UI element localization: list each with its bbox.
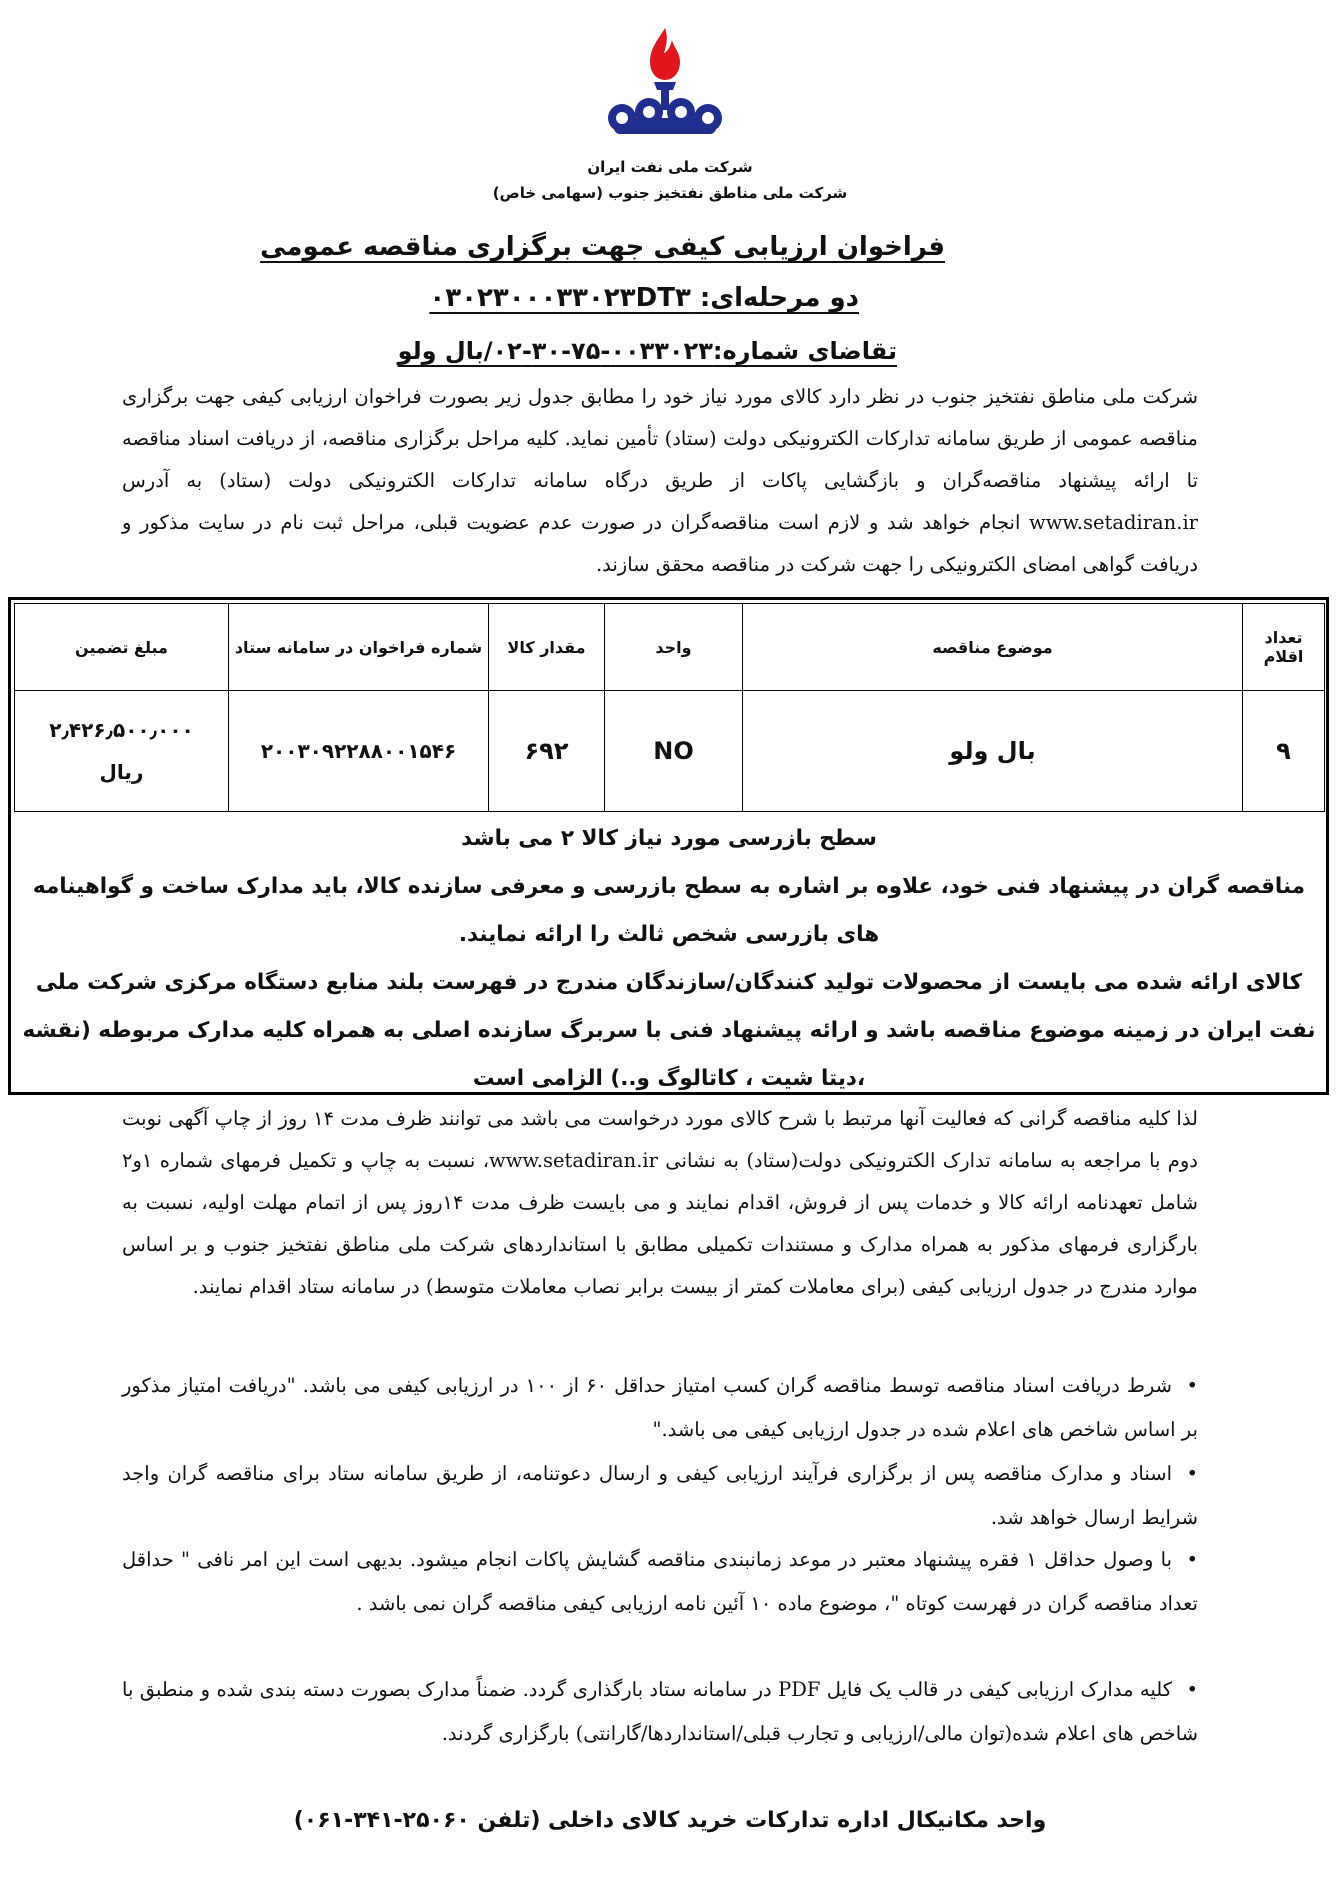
header-subject: موضوع مناقصه bbox=[743, 604, 1243, 691]
company-name: شرکت ملی نفت ایران bbox=[587, 158, 753, 176]
bullet-text: اسناد و مدارک مناقصه پس از برگزاری فرآیند ارزیابی کیفی و ارسال دعوتنامه، از طریق سامانه ستاد برای مناقصه گران واجد شرایط ارسال خواهد شد. bbox=[122, 1462, 1198, 1529]
guarantee-amount: ۲٫۴۲۶٫۵۰۰٫۰۰۰ bbox=[49, 718, 194, 742]
cell-setad-number: ۲۰۰۳۰۹۲۲۸۸۰۰۱۵۴۶ bbox=[229, 691, 489, 812]
table-header-row bbox=[15, 604, 1325, 691]
header-quantity: مقدار کالا bbox=[489, 604, 605, 691]
bullet-item bbox=[122, 1364, 1198, 1452]
bullet-icon: • bbox=[1186, 1678, 1198, 1701]
inspection-level-note: سطح بازرسی مورد نیاز کالا ۲ می باشد bbox=[461, 826, 877, 851]
bullet-text: شرط دریافت اسناد مناقصه توسط مناقصه گران کسب امتیاز حداقل ۶۰ از ۱۰۰ در ارزیابی کیفی می باشد. "دریافت امتیاز مذکور بر اساس شاخص های اعلام شده در جدول ارزیابی کیفی می باشد." bbox=[122, 1374, 1198, 1441]
bullet-text: کلیه مدارک ارزیابی کیفی در قالب یک فایل PDF در سامانه ستاد بارگذاری گردد. ضمناً مدارک بصورت دسته بندی شده و منطبق با شاخص های اعلام شده(توان مالی/ارزیابی و تجارب قبلی/استانداردها/گارانتی) بارگزاری گردند. bbox=[122, 1678, 1198, 1745]
bullet-item bbox=[122, 1452, 1198, 1540]
cell-unit: NO bbox=[605, 691, 743, 812]
footer-contact: واحد مکانیکال اداره تدارکات خرید کالای داخلی (تلفن ۲۵۰۶۰-۳۴۱-۰۶۱) bbox=[293, 1808, 1047, 1833]
technical-proposal-note: مناقصه گران در پیشنهاد فنی خود، علاوه بر اشاره به سطح بازرسی و معرفی سازنده کالا، باید مدارک ساخت و گواهینامه های بازرسی شخص ثالث را ارائه نمایند. bbox=[32, 874, 1306, 947]
cell-guarantee bbox=[15, 691, 229, 812]
vendor-list-note: کالای ارائه شده می بایست از محصولات تولید کنندگان/سازندگان مندرج در فهرست بلند منابع دستگاه مرکزی شرکت ملی نفت ایران در زمینه موضوع مناقصه باشد و ارائه پیشنهاد فنی با سربرگ سازنده اصلی به همراه کلیه مدارک مربوطه (نقشه ،دیتا شیت ، کاتالوگ و..) الزامی است bbox=[22, 970, 1316, 1091]
table-row bbox=[15, 691, 1325, 812]
bullet-item bbox=[122, 1538, 1198, 1626]
header-unit: واحد bbox=[605, 604, 743, 691]
cell-item-count: ۹ bbox=[1243, 691, 1325, 812]
bullet-icon: • bbox=[1186, 1374, 1198, 1397]
bullet-text: با وصول حداقل ۱ فقره پیشنهاد معتبر در موعد زمانبندی مناقصه گشایش پاکات انجام میشود. بدیهی است این امر نافی " حداقل تعداد مناقصه گران در فهرست کوتاه "، موضوع ماده ۱۰ آئین نامه ارزیابی کیفی مناقصه گران نمی باشد . bbox=[122, 1548, 1198, 1615]
body-paragraph: لذا کلیه مناقصه گرانی که فعالیت آنها مرتبط با شرح کالای مورد درخواست می باشد می توانند ظرف مدت ۱۴ روز از چاپ آگهی نوبت دوم با مراجعه به سامانه تدارک الکترونیکی دولت(ستاد) به نشانی www.setadiran.ir، نسبت به چاپ و تکمیل فرمهای شماره ۱و۲ شامل تعهدنامه ارائه کالا و خدمات پس از فروش، اقدام نمایند و می بایست ظرف مدت ۱۴روز پس از اتمام مهلت اولیه، نسبت به بارگزاری فرمهای مذکور به همراه مدارک و مستندات تکمیلی مطابق با استانداردهای شرکت ملی مناطق نفتخیز جنوب و بر اساس موارد مندرج در جدول ارزیابی کیفی (برای معاملات کمتر از بیست برابر نصاب معاملات متوسط) در سامانه ستاد اقدام نمایند. bbox=[122, 1107, 1198, 1298]
bullet-icon: • bbox=[1186, 1548, 1198, 1571]
nioc-flame-logo bbox=[604, 26, 726, 142]
bullet-icon: • bbox=[1186, 1462, 1198, 1485]
guarantee-currency: ریال bbox=[99, 760, 144, 784]
header-guarantee: مبلغ تضمین bbox=[15, 604, 229, 691]
requirements-notes bbox=[21, 815, 1317, 1103]
request-number: تقاضای شماره:۰۰۳۳۰۲۳-۷۵-۳۰-۰۲/بال ولو bbox=[397, 337, 897, 365]
cell-subject: بال ولو bbox=[743, 691, 1243, 812]
header-item-count: تعداد اقلام bbox=[1243, 604, 1325, 691]
subsidiary-name: شرکت ملی مناطق نفتخیز جنوب (سهامی خاص) bbox=[492, 184, 848, 202]
intro-paragraph: شرکت ملی مناطق نفتخیز جنوب در نظر دارد کالای مورد نیاز خود را مطابق جدول زیر بصورت فراخوان ارزیابی کیفی جهت برگزاری مناقصه عمومی از طریق سامانه تدارکات الکترونیکی دولت (ستاد) تأمین نماید. کلیه مراحل برگزاری مناقصه، از دریافت اسناد مناقصه تا ارائه پیشنهاد مناقصه‌گران و بازگشایی پاکات از طریق درگاه سامانه تدارکات الکترونیکی دولت (ستاد) به آدرس www.setadiran.ir انجام خواهد شد و لازم است مناقصه‌گران در صورت عدم عضویت قبلی، مراحل ثبت نام در سایت مذکور و دریافت گواهی امضای الکترونیکی را جهت شرکت در مناقصه محقق سازند. bbox=[122, 385, 1198, 576]
items-table bbox=[14, 603, 1325, 812]
items-frame bbox=[8, 597, 1329, 1095]
bullet-item bbox=[122, 1668, 1198, 1756]
header-setad-number: شماره فراخوان در سامانه ستاد bbox=[229, 604, 489, 691]
tender-number: دو مرحله‌ای: ۰۳۰۲۳۰۰۰۳۳۰۲۳DT۳ bbox=[429, 283, 859, 313]
cell-quantity: ۶۹۲ bbox=[489, 691, 605, 812]
document-title: فراخوان ارزیابی کیفی جهت برگزاری مناقصه عمومی bbox=[260, 232, 945, 262]
